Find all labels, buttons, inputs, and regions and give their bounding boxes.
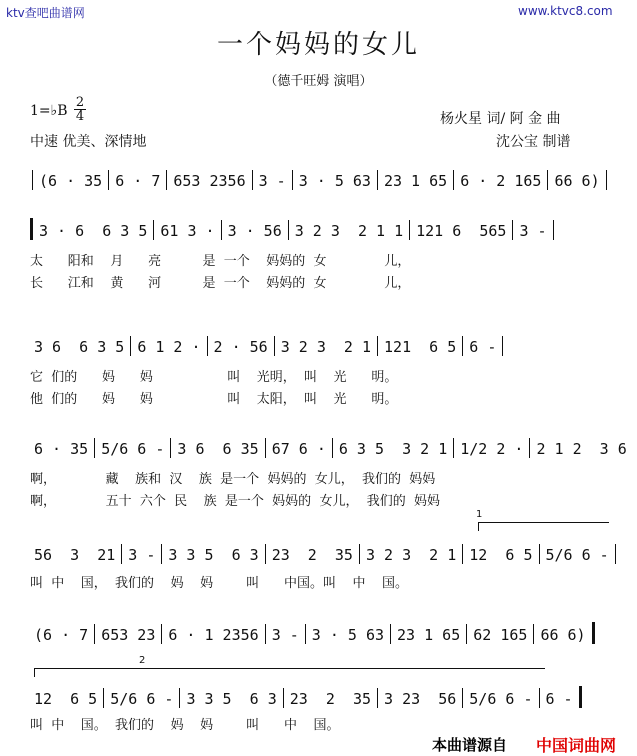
measure: 66 6) — [540, 626, 586, 644]
volta-bracket-1 — [476, 509, 609, 531]
lyric-line-6: 啊， 五十 六个 民 族 是一个 妈妈的 女儿， 我们的 妈妈 — [30, 494, 440, 509]
barline — [221, 220, 222, 240]
lyric-line-2: 长 江和 黄 河 是 一个 妈妈的 女 儿， — [30, 276, 411, 291]
measure: 5/6 6 - — [101, 440, 165, 458]
time-signature — [74, 96, 86, 123]
lyric-line-7: 叫 中 国， 我们的 妈 妈 叫 中国。叫 中 国。 — [30, 576, 409, 591]
measure: 121 6 565 — [416, 222, 507, 240]
barline — [94, 624, 95, 644]
volta-1-number: 1 — [476, 509, 483, 520]
barline — [179, 688, 180, 708]
barline — [121, 544, 122, 564]
barline — [553, 220, 554, 240]
barline — [161, 544, 162, 564]
barline — [305, 624, 306, 644]
measure: 121 6 5 — [384, 338, 457, 356]
measure: 3 · 5 63 — [311, 626, 385, 644]
measure: 5/6 6 - — [469, 690, 533, 708]
barline — [539, 544, 540, 564]
barline — [377, 688, 378, 708]
barline — [539, 688, 540, 708]
lyric-line-3: 它 们的 妈 妈 叫 光明， 叫 光 明。 — [30, 370, 398, 385]
measure: 3 - — [271, 626, 299, 644]
notation-row-1 — [30, 168, 615, 190]
measure: 23 2 35 — [289, 690, 372, 708]
measure: 6 3 5 3 2 1 — [338, 440, 448, 458]
barline — [153, 220, 154, 240]
barline — [166, 170, 167, 190]
measure: 3 6 6 35 — [177, 440, 259, 458]
song-title: 一个妈妈的女儿 — [216, 30, 420, 60]
arranger: 沈公宝 制谱 — [496, 134, 571, 150]
measure: 653 23 — [101, 626, 156, 644]
barline — [161, 624, 162, 644]
measure: 3 6 6 3 5 — [34, 338, 125, 356]
barline — [283, 688, 284, 708]
barline — [32, 170, 33, 190]
measure: 56 3 21 — [34, 546, 116, 564]
barline — [466, 624, 467, 644]
barline — [265, 438, 266, 458]
barline — [265, 624, 266, 644]
volta-bracket-2 — [34, 655, 545, 677]
barline — [512, 220, 513, 240]
barline — [547, 170, 548, 190]
measure: 653 2356 — [173, 172, 246, 190]
notation-row-3 — [30, 334, 615, 356]
time-bottom: 4 — [75, 109, 85, 124]
barline — [502, 336, 503, 356]
notation-row-7 — [30, 686, 615, 708]
measure: 2 · 56 — [213, 338, 268, 356]
barline — [332, 438, 333, 458]
measure: 6 - — [545, 690, 573, 708]
barline — [292, 170, 293, 190]
barline — [462, 688, 463, 708]
barline — [377, 336, 378, 356]
measure: 6 · 1 2356 — [168, 626, 259, 644]
measure: 12 6 5 — [34, 690, 98, 708]
measure: 5/6 6 - — [110, 690, 174, 708]
time-top: 2 — [75, 95, 85, 110]
measure: 6 · 2 165 — [460, 172, 542, 190]
measure: 1/2 2 · — [460, 440, 524, 458]
footer-source: 本曲谱源自 — [432, 736, 508, 754]
barline — [606, 170, 607, 190]
key-signature: 1=♭B — [30, 103, 68, 119]
measure: 23 1 65 — [383, 172, 448, 190]
barline — [615, 544, 616, 564]
notation-row-6 — [30, 622, 615, 644]
lyric-line-5: 啊， 藏 族和 汉 族 是一个 妈妈的 女儿， 我们的 妈妈 — [30, 472, 436, 487]
measure: 66 6) — [554, 172, 600, 190]
credits: 杨火星 词/ 阿 金 曲 — [440, 111, 561, 127]
barline — [288, 220, 289, 240]
lyric-line-4: 他 们的 妈 妈 叫 太阳， 叫 光 明。 — [30, 392, 398, 407]
barline — [462, 544, 463, 564]
measure: 3 - — [128, 546, 156, 564]
measure: 62 165 — [473, 626, 528, 644]
barline — [103, 688, 104, 708]
lyric-line-8: 叫 中 国。 我们的 妈 妈 叫 中 国。 — [30, 718, 340, 733]
measure: 5/6 6 - — [545, 546, 609, 564]
performer: （德千旺姆 演唱） — [264, 74, 373, 89]
measure: 6 · 35 — [34, 440, 89, 458]
measure: 23 1 65 — [397, 626, 461, 644]
measure: (6 · 7 — [34, 626, 89, 644]
barline — [130, 336, 131, 356]
volta-2-number: 2 — [139, 655, 146, 666]
measure: 3 3 5 6 3 — [186, 690, 277, 708]
barline — [462, 336, 463, 356]
barline — [533, 624, 534, 644]
measure: (6 · 35 — [39, 172, 103, 190]
barline — [529, 438, 530, 458]
measure: 6 · 7 — [115, 172, 161, 190]
measure: 6 1 2 · — [137, 338, 201, 356]
footer-site: 中国词曲网 — [536, 736, 617, 755]
barline — [108, 170, 109, 190]
barline — [170, 438, 171, 458]
measure: 23 2 35 — [271, 546, 353, 564]
measure: 61 3 · — [160, 222, 215, 240]
measure: 3 2 3 2 1 — [280, 338, 372, 356]
measure: 3 2 3 2 1 1 — [294, 222, 404, 240]
measure: 12 6 5 — [469, 546, 533, 564]
watermark-right: www.ktvc8.com — [518, 4, 613, 18]
measure: 3 2 3 2 1 — [365, 546, 457, 564]
barline — [265, 544, 266, 564]
measure: 3 · 5 63 — [298, 172, 371, 190]
measure: 67 6 · — [271, 440, 326, 458]
measure: 3 23 56 — [384, 690, 457, 708]
notation-row-4 — [30, 436, 627, 458]
measure: 3 · 6 6 3 5 — [39, 222, 148, 240]
measure: 3 - — [258, 172, 286, 190]
barline — [377, 170, 378, 190]
repeat-end-sign — [592, 622, 595, 644]
barline — [409, 220, 410, 240]
tempo-marking: 中速 优美、深情地 — [30, 134, 147, 150]
watermark-left: ktv查吧曲谱网 — [6, 6, 85, 20]
measure: 3 - — [519, 222, 547, 240]
measure: 3 · 56 — [227, 222, 282, 240]
repeat-start-sign — [30, 218, 33, 240]
barline — [390, 624, 391, 644]
measure: 3 3 5 6 3 — [168, 546, 259, 564]
barline — [94, 438, 95, 458]
final-barline — [579, 686, 582, 708]
barline — [453, 170, 454, 190]
notation-row-2 — [30, 218, 615, 240]
notation-row-5 — [30, 542, 615, 564]
barline — [453, 438, 454, 458]
barline — [207, 336, 208, 356]
barline — [359, 544, 360, 564]
lyric-line-1: 太 阳和 月 亮 是 一个 妈妈的 女 儿， — [30, 254, 411, 269]
barline — [274, 336, 275, 356]
measure: 6 - — [469, 338, 497, 356]
measure: 2 1 2 3 6 — [536, 440, 627, 458]
barline — [252, 170, 253, 190]
